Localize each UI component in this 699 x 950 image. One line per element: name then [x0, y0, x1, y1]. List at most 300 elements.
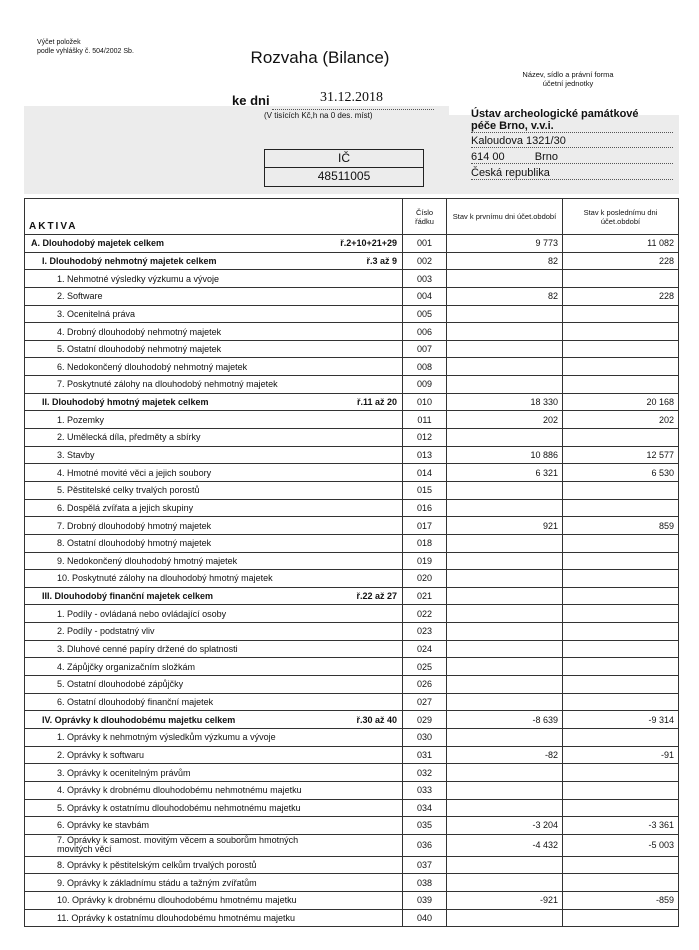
row-number: 001	[403, 235, 447, 253]
row-number: 018	[403, 534, 447, 552]
value-last-day: 6 530	[563, 464, 679, 482]
value-last-day: 202	[563, 411, 679, 429]
row-label-cell	[25, 909, 403, 927]
row-label: 1. Podíly - ovládaná nebo ovládající osoby	[57, 608, 227, 619]
value-last-day	[563, 305, 679, 323]
table-row	[25, 764, 679, 782]
row-label-cell	[25, 270, 403, 288]
value-last-day: 20 168	[563, 393, 679, 411]
row-formula: ř.22 až 27	[356, 591, 397, 602]
row-formula	[397, 803, 399, 813]
row-label: 3. Stavby	[57, 450, 95, 460]
entity-name-line2: péče Brno, v.v.i.	[471, 120, 554, 132]
row-formula: ř.3 až 9	[366, 255, 397, 266]
table-row	[25, 640, 679, 658]
row-label: 3. Ocenitelná práva	[57, 308, 136, 319]
table-row	[25, 746, 679, 764]
value-last-day	[563, 781, 679, 799]
value-last-day	[563, 676, 679, 694]
row-number: 011	[403, 411, 447, 429]
row-formula	[397, 344, 399, 354]
row-label-cell	[25, 340, 403, 358]
row-label: 7. Oprávky k samost. movitým věcem a souborům hmotných movitých věcí	[57, 835, 299, 855]
row-number: 010	[403, 393, 447, 411]
table-row	[25, 570, 679, 588]
value-first-day: 82	[447, 252, 563, 270]
row-number: 007	[403, 340, 447, 358]
row-label-cell	[25, 305, 403, 323]
row-formula	[397, 503, 399, 513]
row-label-cell	[25, 874, 403, 892]
value-last-day	[563, 728, 679, 746]
value-last-day	[563, 534, 679, 552]
value-last-day	[563, 429, 679, 447]
table-row	[25, 799, 679, 817]
table-row	[25, 909, 679, 927]
row-number: 034	[403, 799, 447, 817]
row-formula	[397, 878, 399, 888]
row-number: 040	[403, 909, 447, 927]
value-last-day: -859	[563, 892, 679, 910]
table-row	[25, 834, 679, 856]
value-first-day	[447, 270, 563, 288]
row-label-cell	[25, 711, 403, 729]
value-first-day	[447, 658, 563, 676]
row-label: A. Dlouhodobý majetek celkem	[31, 238, 165, 249]
value-last-day	[563, 499, 679, 517]
value-first-day	[447, 874, 563, 892]
row-formula	[397, 432, 399, 442]
value-first-day	[447, 305, 563, 323]
table-row	[25, 481, 679, 499]
value-last-day: -9 314	[563, 711, 679, 729]
value-first-day	[447, 623, 563, 641]
row-label-cell	[25, 323, 403, 341]
row-label-cell	[25, 481, 403, 499]
row-label-cell	[25, 781, 403, 799]
value-last-day	[563, 856, 679, 874]
row-label-cell	[25, 799, 403, 817]
value-first-day: -8 639	[447, 711, 563, 729]
row-formula	[397, 485, 399, 495]
row-number: 037	[403, 856, 447, 874]
table-row	[25, 856, 679, 874]
row-label: 1. Pozemky	[57, 414, 105, 425]
value-first-day	[447, 534, 563, 552]
table-row	[25, 781, 679, 799]
row-number: 017	[403, 517, 447, 535]
row-formula	[397, 468, 399, 478]
row-formula	[397, 274, 399, 284]
table-row	[25, 358, 679, 376]
table-row	[25, 711, 679, 729]
row-label-cell	[25, 693, 403, 711]
table-row	[25, 464, 679, 482]
row-formula	[397, 327, 399, 337]
table-row	[25, 693, 679, 711]
row-label: 3. Dluhové cenné papíry držené do splatnosti	[57, 644, 238, 655]
row-label: I. Dlouhodobý nehmotný majetek celkem	[42, 255, 217, 266]
row-label-cell	[25, 411, 403, 429]
value-first-day	[447, 570, 563, 588]
value-first-day: 10 886	[447, 446, 563, 464]
row-label-cell	[25, 429, 403, 447]
table-row	[25, 587, 679, 605]
regulation-note-line2: podle vyhlášky č. 504/2002 Sb.	[37, 48, 134, 55]
row-label-cell	[25, 676, 403, 694]
row-formula	[397, 309, 399, 319]
row-number: 024	[403, 640, 447, 658]
table-row	[25, 534, 679, 552]
row-number: 019	[403, 552, 447, 570]
value-last-day: -5 003	[563, 834, 679, 856]
row-formula	[397, 732, 399, 742]
entity-city: Brno	[534, 151, 559, 163]
row-label-cell	[25, 534, 403, 552]
value-first-day	[447, 340, 563, 358]
row-label-cell	[25, 358, 403, 376]
row-number: 031	[403, 746, 447, 764]
row-formula: ř.30 až 40	[356, 714, 397, 725]
entity-label	[503, 70, 633, 88]
value-first-day	[447, 605, 563, 623]
row-number: 030	[403, 728, 447, 746]
row-label: 4. Hmotné movité věci a jejich soubory	[57, 467, 212, 478]
page-title: Rozvaha (Bilance)	[250, 48, 390, 67]
col-last-header: Stav k poslednímu dni účet.období	[563, 199, 679, 235]
row-label: 9. Nedokončený dlouhodobý hmotný majetek	[57, 555, 238, 566]
table-row	[25, 411, 679, 429]
row-formula	[397, 291, 399, 301]
row-number: 008	[403, 358, 447, 376]
row-label-cell	[25, 376, 403, 394]
row-number: 003	[403, 270, 447, 288]
row-label: 5. Ostatní dlouhodobý nehmotný majetek	[57, 344, 222, 355]
row-number: 002	[403, 252, 447, 270]
row-label: IV. Oprávky k dlouhodobému majetku celkem	[42, 714, 236, 725]
row-label-cell	[25, 252, 403, 270]
row-number: 005	[403, 305, 447, 323]
table-row	[25, 817, 679, 835]
value-first-day: 202	[447, 411, 563, 429]
value-last-day	[563, 605, 679, 623]
row-label: 4. Oprávky k drobnému dlouhodobému nehmotnému majetku	[57, 785, 302, 796]
row-formula	[397, 450, 399, 460]
value-first-day	[447, 693, 563, 711]
row-label: 7. Poskytnuté zálohy na dlouhodobý nehmotný majetek	[57, 379, 278, 390]
row-number: 022	[403, 605, 447, 623]
row-number: 036	[403, 834, 447, 856]
value-last-day	[563, 481, 679, 499]
value-first-day	[447, 429, 563, 447]
row-label: 10. Oprávky k drobnému dlouhodobému hmotnému majetku	[57, 895, 297, 906]
row-formula: ř.11 až 20	[356, 397, 397, 408]
balance-date: 31.12.2018	[320, 90, 383, 105]
table-row	[25, 605, 679, 623]
value-first-day	[447, 499, 563, 517]
table-row	[25, 517, 679, 535]
date-label: ke dni	[232, 93, 270, 108]
row-formula	[397, 768, 399, 778]
row-label: 6. Nedokončený dlouhodobý nehmotný majetek	[57, 361, 248, 372]
row-number: 027	[403, 693, 447, 711]
value-last-day	[563, 270, 679, 288]
row-label: 6. Dospělá zvířata a jejich skupiny	[57, 502, 194, 513]
value-first-day: 9 773	[447, 235, 563, 253]
value-first-day	[447, 799, 563, 817]
row-label: 2. Podíly - podstatný vliv	[57, 626, 155, 637]
table-row	[25, 252, 679, 270]
value-last-day	[563, 323, 679, 341]
table-row	[25, 376, 679, 394]
table-row	[25, 287, 679, 305]
row-number: 013	[403, 446, 447, 464]
value-first-day	[447, 376, 563, 394]
ico-value: 48511005	[317, 169, 371, 183]
table-row	[25, 658, 679, 676]
row-label: 8. Oprávky k pěstitelským celkům trvalých porostů	[57, 860, 257, 871]
row-number: 038	[403, 874, 447, 892]
table-row	[25, 323, 679, 341]
table-row	[25, 623, 679, 641]
value-first-day	[447, 587, 563, 605]
row-number: 026	[403, 676, 447, 694]
table-row	[25, 552, 679, 570]
entity-city-line	[471, 151, 673, 164]
row-label: II. Dlouhodobý hmotný majetek celkem	[42, 397, 209, 408]
row-number: 004	[403, 287, 447, 305]
table-row	[25, 499, 679, 517]
value-first-day	[447, 358, 563, 376]
row-label: III. Dlouhodobý finanční majetek celkem	[42, 591, 214, 602]
table-body	[25, 235, 679, 927]
assets-table	[24, 198, 679, 927]
value-last-day	[563, 909, 679, 927]
regulation-note-line1: Výčet položek	[37, 39, 81, 46]
value-first-day	[447, 323, 563, 341]
value-last-day	[563, 874, 679, 892]
row-label-cell	[25, 746, 403, 764]
row-number: 023	[403, 623, 447, 641]
row-formula	[397, 679, 399, 689]
row-label-cell	[25, 605, 403, 623]
value-last-day	[563, 358, 679, 376]
table-row	[25, 340, 679, 358]
ico-box	[264, 149, 424, 187]
row-label-cell	[25, 892, 403, 910]
row-formula	[397, 573, 399, 583]
value-last-day	[563, 799, 679, 817]
value-last-day: -3 361	[563, 817, 679, 835]
row-label: 9. Oprávky k základnímu stádu a tažným zvířatům	[57, 877, 257, 888]
value-last-day	[563, 623, 679, 641]
ico-label: IČ	[338, 151, 350, 165]
value-last-day	[563, 693, 679, 711]
value-first-day	[447, 552, 563, 570]
table-header-row	[25, 199, 679, 235]
value-first-day	[447, 481, 563, 499]
value-first-day	[447, 640, 563, 658]
row-label: 11. Oprávky k ostatnímu dlouhodobému hmotnému majetku	[57, 913, 295, 924]
row-label-cell	[25, 856, 403, 874]
row-number: 014	[403, 464, 447, 482]
row-label: 4. Drobný dlouhodobý nehmotný majetek	[57, 326, 222, 337]
row-label-cell	[25, 570, 403, 588]
value-first-day	[447, 909, 563, 927]
row-formula	[397, 860, 399, 870]
row-number: 025	[403, 658, 447, 676]
row-label-cell	[25, 728, 403, 746]
value-last-day	[563, 552, 679, 570]
value-last-day: 11 082	[563, 235, 679, 253]
value-first-day: 82	[447, 287, 563, 305]
row-label-cell	[25, 587, 403, 605]
value-last-day	[563, 640, 679, 658]
ico-divider	[265, 167, 423, 168]
entity-label-line2: účetní jednotky	[542, 79, 594, 88]
table-row	[25, 270, 679, 288]
row-formula	[397, 556, 399, 566]
row-formula	[397, 538, 399, 548]
value-first-day: -82	[447, 746, 563, 764]
row-number: 029	[403, 711, 447, 729]
row-label: 1. Nehmotné výsledky výzkumu a vývoje	[57, 273, 220, 284]
units-note: (V tisících Kč,h na 0 des. míst)	[264, 111, 373, 120]
row-label: 6. Oprávky ke stavbám	[57, 820, 150, 831]
value-first-day	[447, 856, 563, 874]
table-row	[25, 305, 679, 323]
row-label-cell	[25, 764, 403, 782]
row-label: 8. Ostatní dlouhodobý hmotný majetek	[57, 538, 212, 549]
row-label-cell	[25, 517, 403, 535]
row-number: 020	[403, 570, 447, 588]
entity-name-line1: Ústav archeologické památkové	[471, 108, 639, 120]
row-label: 1. Oprávky k nehmotným výsledkům výzkumu a vývoje	[57, 732, 276, 743]
row-formula	[397, 415, 399, 425]
row-label: 2. Software	[57, 291, 103, 302]
entity-zip: 614 00	[471, 151, 505, 163]
row-label-cell	[25, 235, 403, 253]
value-last-day: 228	[563, 252, 679, 270]
row-label: 3. Oprávky k ocenitelným právům	[57, 767, 191, 778]
row-label-cell	[25, 287, 403, 305]
row-formula	[397, 785, 399, 795]
row-formula	[397, 750, 399, 760]
table-row	[25, 235, 679, 253]
value-first-day: -3 204	[447, 817, 563, 835]
row-formula	[397, 626, 399, 636]
row-label: 4. Zápůjčky organizačním složkám	[57, 661, 196, 672]
col-row-number-header: Číslo řádku	[403, 199, 447, 235]
row-formula	[397, 836, 399, 854]
row-number: 009	[403, 376, 447, 394]
row-label: 6. Ostatní dlouhodobý finanční majetek	[57, 696, 214, 707]
value-last-day	[563, 570, 679, 588]
value-first-day	[447, 781, 563, 799]
row-label-cell	[25, 552, 403, 570]
row-number: 021	[403, 587, 447, 605]
table-row	[25, 393, 679, 411]
row-formula	[397, 662, 399, 672]
table-row	[25, 874, 679, 892]
row-formula	[397, 521, 399, 531]
row-number: 016	[403, 499, 447, 517]
row-formula	[397, 820, 399, 830]
row-number: 015	[403, 481, 447, 499]
value-first-day	[447, 676, 563, 694]
row-label-cell	[25, 464, 403, 482]
value-first-day: -921	[447, 892, 563, 910]
row-label-cell	[25, 393, 403, 411]
row-label: 2. Umělecká díla, předměty a sbírky	[57, 432, 201, 443]
table-row	[25, 676, 679, 694]
row-number: 012	[403, 429, 447, 447]
row-label-cell	[25, 499, 403, 517]
row-number: 033	[403, 781, 447, 799]
row-label-cell	[25, 446, 403, 464]
value-first-day	[447, 728, 563, 746]
value-last-day: -91	[563, 746, 679, 764]
table-row	[25, 429, 679, 447]
row-formula: ř.2+10+21+29	[340, 238, 397, 249]
value-first-day: 18 330	[447, 393, 563, 411]
row-label: 5. Oprávky k ostatnímu dlouhodobému nehmotnému majetku	[57, 802, 301, 813]
table-row	[25, 446, 679, 464]
row-label: 7. Drobný dlouhodobý hmotný majetek	[57, 520, 212, 531]
row-label-cell	[25, 834, 403, 856]
col-first-header: Stav k prvnímu dni účet.období	[447, 199, 563, 235]
row-label: 2. Oprávky k softwaru	[57, 749, 145, 760]
table-row	[25, 892, 679, 910]
row-number: 032	[403, 764, 447, 782]
row-label: 5. Ostatní dlouhodobé zápůjčky	[57, 679, 184, 690]
table-row	[25, 728, 679, 746]
row-formula	[397, 379, 399, 389]
value-last-day: 228	[563, 287, 679, 305]
value-last-day: 12 577	[563, 446, 679, 464]
row-formula	[397, 895, 399, 905]
entity-label-line1: Název, sídlo a právní forma	[522, 70, 614, 79]
row-formula	[397, 644, 399, 654]
row-formula	[397, 609, 399, 619]
row-label-cell	[25, 623, 403, 641]
value-last-day: 859	[563, 517, 679, 535]
entity-street: Kaloudova 1321/30	[471, 135, 673, 148]
value-first-day: 921	[447, 517, 563, 535]
value-last-day	[563, 340, 679, 358]
row-label-cell	[25, 658, 403, 676]
entity-country: Česká republika	[471, 167, 673, 180]
value-first-day	[447, 764, 563, 782]
value-first-day: 6 321	[447, 464, 563, 482]
entity-name	[471, 108, 673, 133]
row-label: 10. Poskytnuté zálohy na dlouhodobý hmotný majetek	[57, 573, 273, 584]
row-number: 039	[403, 892, 447, 910]
row-formula	[397, 362, 399, 372]
row-label-cell	[25, 640, 403, 658]
row-label: 5. Pěstitelské celky trvalých porostů	[57, 485, 200, 496]
row-label-cell	[25, 817, 403, 835]
value-last-day	[563, 587, 679, 605]
value-first-day: -4 432	[447, 834, 563, 856]
value-last-day	[563, 764, 679, 782]
value-last-day	[563, 658, 679, 676]
value-last-day	[563, 376, 679, 394]
row-formula	[397, 697, 399, 707]
row-number: 006	[403, 323, 447, 341]
section-title: AKTIVA	[25, 199, 403, 235]
row-number: 035	[403, 817, 447, 835]
